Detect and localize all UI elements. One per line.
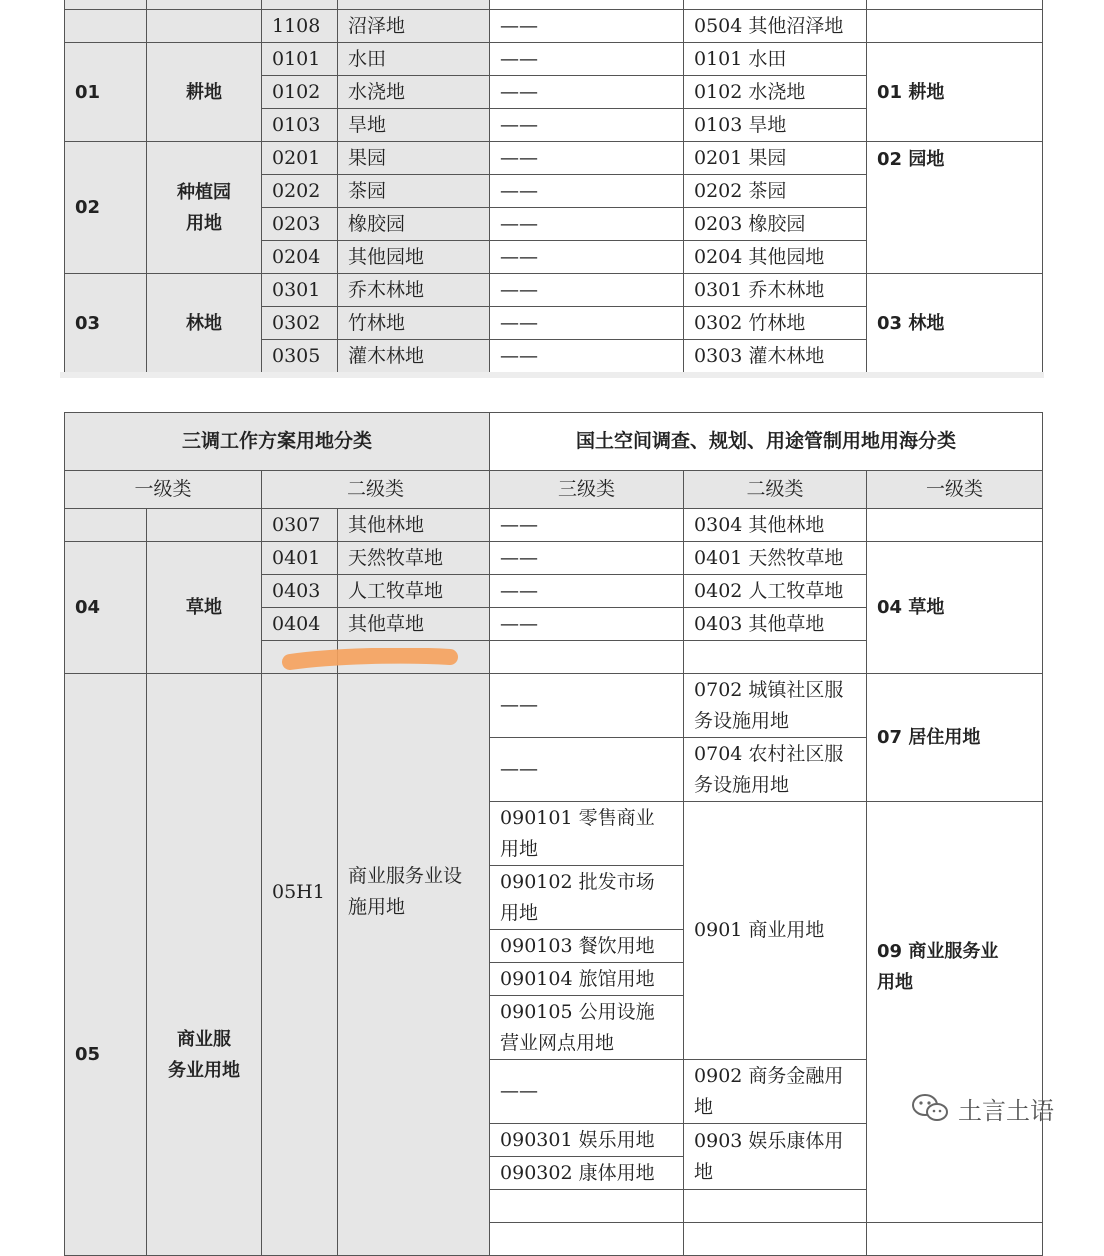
third-class: ——	[490, 509, 684, 542]
san-code: 0101	[262, 43, 338, 76]
group-name-line1: 商业服	[177, 1028, 231, 1050]
san-name: 果园	[338, 142, 490, 175]
table-row	[65, 142, 1043, 175]
third-class: ——	[490, 241, 684, 274]
third-class: ——	[490, 76, 684, 109]
san-code: 0307	[262, 509, 338, 542]
table-row	[65, 542, 1043, 575]
second-class	[684, 1060, 867, 1124]
second-class: 0901 商业用地	[684, 802, 867, 1060]
table-row	[65, 674, 1043, 738]
group-code: 01	[65, 43, 147, 142]
first-class: 01 耕地	[867, 43, 1043, 142]
san-code: 05H1	[262, 674, 338, 1256]
group-name: 耕地	[147, 43, 262, 142]
table-row	[65, 274, 1043, 307]
third-class: ——	[490, 738, 684, 802]
second-class-line2: 务设施用地	[694, 709, 790, 732]
group-name-line1: 种植园	[177, 181, 231, 203]
second-class: 0201 果园	[684, 142, 867, 175]
third-class: ——	[490, 208, 684, 241]
third-class: ——	[490, 674, 684, 738]
second-class: 0204 其他园地	[684, 241, 867, 274]
third-class: ——	[490, 142, 684, 175]
san-name-line1: 商业服务业设	[348, 865, 463, 887]
first-class-line2: 用地	[877, 972, 914, 993]
first-class: 04 草地	[867, 542, 1043, 674]
second-class: 0202 茶园	[684, 175, 867, 208]
page-divider	[60, 372, 1044, 378]
third-class: ——	[490, 1060, 684, 1124]
second-class: 0403 其他草地	[684, 608, 867, 641]
second-class	[684, 641, 867, 674]
san-name: 竹林地	[338, 307, 490, 340]
table-header-row	[65, 413, 1043, 471]
header-level1b: 一级类	[867, 471, 1043, 509]
second-class-line2: 地	[694, 1161, 714, 1183]
second-class: 0102 水浇地	[684, 76, 867, 109]
third-class-line1: 090105 公用设施	[500, 1000, 655, 1023]
san-code: 1108	[262, 10, 338, 43]
san-code: 0103	[262, 109, 338, 142]
table-row	[65, 43, 1043, 76]
san-code: 0202	[262, 175, 338, 208]
san-code: 0302	[262, 307, 338, 340]
watermark	[910, 1088, 1054, 1128]
second-class	[684, 738, 867, 802]
second-class-line1: 0903 娱乐康体用	[694, 1130, 844, 1152]
group-code: 02	[65, 142, 147, 274]
second-class-line2: 地	[694, 1095, 714, 1118]
third-class-line1: 090101 零售商业	[500, 806, 655, 829]
third-class: ——	[490, 307, 684, 340]
third-class: 090302 康体用地	[490, 1157, 684, 1190]
highlighter-mark	[282, 648, 458, 670]
header-level3: 三级类	[490, 471, 684, 509]
land-class-table-bottom	[64, 412, 1043, 1256]
san-name: 其他草地	[338, 608, 490, 641]
watermark-text: 土言土语	[958, 1096, 1054, 1125]
third-class: ——	[490, 175, 684, 208]
san-code: 0404	[262, 608, 338, 641]
second-class: 0402 人工牧草地	[684, 575, 867, 608]
san-name: 灌木林地	[338, 340, 490, 373]
san-name: 水田	[338, 43, 490, 76]
san-name: 橡胶园	[338, 208, 490, 241]
third-class: 090103 餐饮用地	[490, 930, 684, 963]
san-code: 0401	[262, 542, 338, 575]
san-code: 0403	[262, 575, 338, 608]
group-code: 04	[65, 542, 147, 674]
group-name	[147, 142, 262, 274]
group-name	[147, 674, 262, 1256]
table-subheader-row	[65, 471, 1043, 509]
wechat-icon	[910, 1092, 950, 1124]
third-class-line2: 营业网点用地	[500, 1031, 615, 1054]
third-class: ——	[490, 109, 684, 142]
first-class: 07 居住用地	[867, 674, 1043, 802]
third-class: ——	[490, 10, 684, 43]
san-name: 乔木林地	[338, 274, 490, 307]
third-class: ——	[490, 542, 684, 575]
third-class: ——	[490, 274, 684, 307]
first-class: 02 园地	[867, 142, 1043, 274]
second-class: 0103 旱地	[684, 109, 867, 142]
land-class-table-top	[64, 0, 1043, 373]
third-class: ——	[490, 340, 684, 373]
second-class: 0504 其他沼泽地	[684, 10, 867, 43]
san-name-line2: 施用地	[348, 896, 406, 918]
group-name: 草地	[147, 542, 262, 674]
header-guotu: 国土空间调查、规划、用途管制用地用海分类	[490, 413, 1043, 471]
header-level1: 一级类	[65, 471, 262, 509]
table-row	[65, 10, 1043, 43]
second-class: 0304 其他林地	[684, 509, 867, 542]
table-row	[65, 0, 1043, 10]
group-name-line2: 用地	[186, 212, 222, 234]
group-code: 05	[65, 674, 147, 1256]
third-class: ——	[490, 608, 684, 641]
second-class: 0302 竹林地	[684, 307, 867, 340]
second-class: 0203 橡胶园	[684, 208, 867, 241]
header-level2b: 二级类	[684, 471, 867, 509]
san-name	[338, 674, 490, 1256]
third-class-line1: 090102 批发市场	[500, 870, 655, 893]
second-class: 0401 天然牧草地	[684, 542, 867, 575]
third-class-line2: 用地	[500, 901, 539, 924]
san-name: 其他林地	[338, 509, 490, 542]
group-code: 03	[65, 274, 147, 373]
san-name: 水浇地	[338, 76, 490, 109]
second-class-line1: 0704 农村社区服	[694, 742, 844, 765]
second-class: 0101 水田	[684, 43, 867, 76]
san-code: 0301	[262, 274, 338, 307]
second-class-line1: 0902 商务金融用	[694, 1064, 844, 1087]
second-class: 0301 乔木林地	[684, 274, 867, 307]
second-class	[684, 674, 867, 738]
third-class: ——	[490, 575, 684, 608]
first-class: 03 林地	[867, 274, 1043, 373]
san-name: 天然牧草地	[338, 542, 490, 575]
second-class-line1: 0702 城镇社区服	[694, 678, 844, 701]
third-class: ——	[490, 43, 684, 76]
table-row	[65, 509, 1043, 542]
san-code: 0204	[262, 241, 338, 274]
san-name: 人工牧草地	[338, 575, 490, 608]
san-code: 0305	[262, 340, 338, 373]
header-sandiao: 三调工作方案用地分类	[65, 413, 490, 471]
third-class	[490, 641, 684, 674]
group-name-line2: 务业用地	[168, 1059, 240, 1081]
third-class: 090104 旅馆用地	[490, 963, 684, 996]
san-code: 0102	[262, 76, 338, 109]
san-code: 0203	[262, 208, 338, 241]
third-class	[490, 802, 684, 866]
second-class-line2: 务设施用地	[694, 773, 790, 796]
third-class: 090301 娱乐用地	[490, 1124, 684, 1157]
san-name: 其他园地	[338, 241, 490, 274]
san-name: 茶园	[338, 175, 490, 208]
san-name: 沼泽地	[338, 10, 490, 43]
san-code: 0201	[262, 142, 338, 175]
third-class	[490, 996, 684, 1060]
third-class-line2: 用地	[500, 837, 539, 860]
group-name: 林地	[147, 274, 262, 373]
first-class-line1: 09 商业服务业	[877, 941, 999, 962]
header-level2: 二级类	[262, 471, 490, 509]
first-class	[867, 802, 1043, 1223]
second-class: 0303 灌木林地	[684, 340, 867, 373]
third-class	[490, 866, 684, 930]
san-name: 旱地	[338, 109, 490, 142]
